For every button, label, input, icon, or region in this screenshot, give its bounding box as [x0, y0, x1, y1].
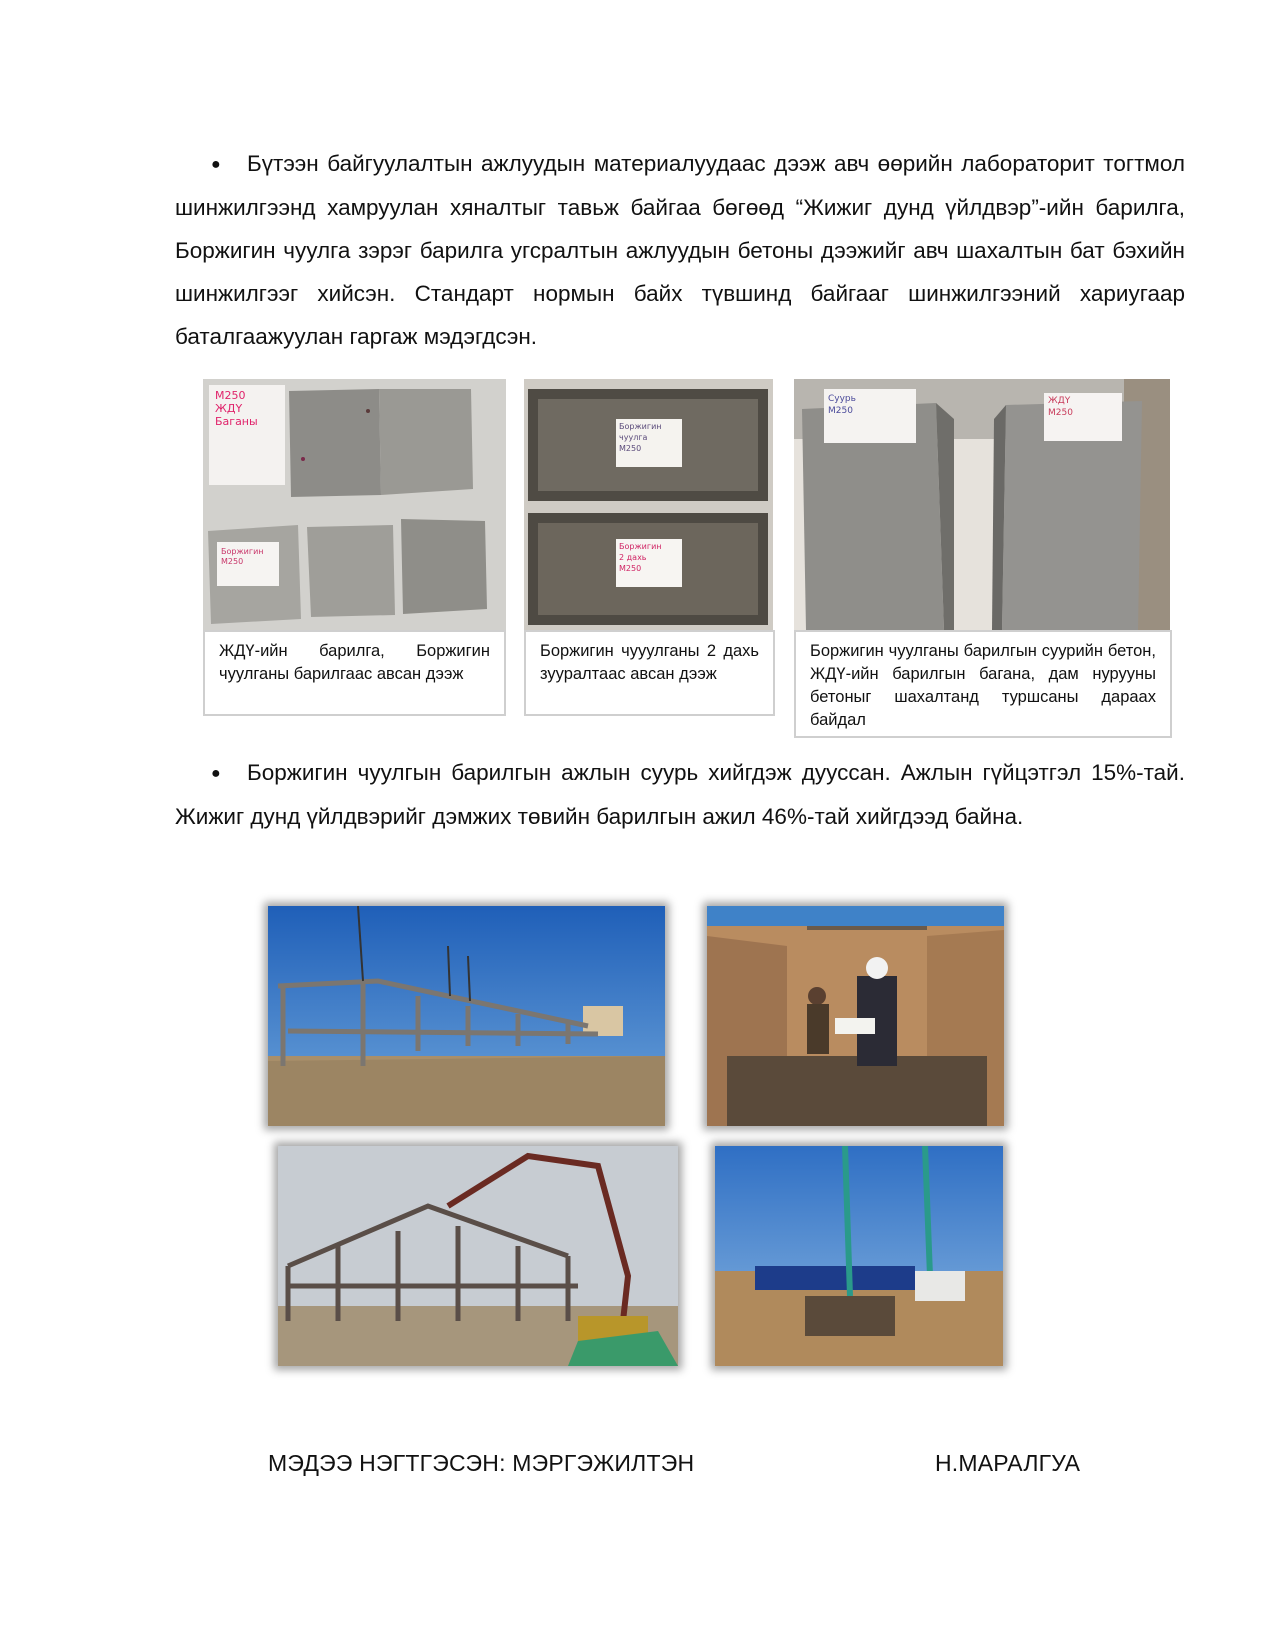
footer-compiler-name: Н.МАРАЛГУА [935, 1450, 1081, 1476]
caption-concrete-cubes: ЖДҮ-ийн барилга, Боржигин чуулганы барилгаас авсан дээж [203, 630, 506, 716]
photo-crushed-samples [794, 379, 1170, 630]
paragraph-lab-testing [175, 142, 1185, 358]
sample-label-cube1: М250 ЖДҮ Баганы [215, 389, 258, 428]
caption-concrete-molds: Боржигин чууулганы 2 дахь зууралтаас авсан дээж [524, 630, 775, 716]
paragraph-progress-text: Боржигин чуулгын барилгын ажлын суурь хийгдэж дууссан. Ажлын гүйцэтгэл 15%-тай. Жижиг дунд үйлдвэрийг дэмжих төвийн барилгын ажил 46%-тай хийгдээд байна. [175, 760, 1185, 829]
sample-label-cube1b: Боржигин М250 [221, 547, 264, 566]
sample-label-crushed2: ЖДҮ М250 [1048, 396, 1073, 418]
sample-label-mold1: Боржигин чуулга М250 [619, 422, 662, 453]
photo-foundation-pit [707, 906, 1004, 1126]
photo-concrete-pump-frame [278, 1146, 678, 1366]
photo-concrete-pump-site [715, 1146, 1003, 1366]
footer-compiler-title: МЭДЭЭ НЭГТГЭСЭН: МЭРГЭЖИЛТЭН [268, 1450, 695, 1476]
sample-label-crushed1: Суурь М250 [828, 394, 856, 416]
photo-concrete-molds [524, 379, 773, 630]
caption-crushed-samples: Боржигин чуулганы барилгын суурийн бетон, ЖДҮ-ийн барилгын багана, дам нурууны бетоныг шахалтанд туршсаны дараах байдал [794, 630, 1172, 738]
sample-label-mold2: Боржигин 2 дахь М250 [619, 542, 662, 573]
paragraph-lab-testing-text: Бүтээн байгуулалтын ажлуудын материалуудаас дээж авч өөрийн лабораторит тогтмол шинжилгээнд хамруулан хяналтыг тавьж байгаа бөгөөд “Жижиг дунд үйлдвэр”-ийн барилга, Боржигин чуулга зэрэг барилга угсралтын ажлуудын бетоны дээжийг авч шахалтын бат бэхийн шинжилгээг хийсэн. Стандарт нормын байх түвшинд байгааг шинжилгээний хариугаар баталгаажуулан гаргаж мэдэгдсэн. [175, 151, 1185, 349]
paragraph-progress [175, 751, 1185, 838]
bullet-icon: ● [211, 156, 221, 173]
photo-frame-building [268, 906, 665, 1126]
bullet-icon: ● [211, 765, 221, 782]
photo-concrete-cubes [203, 379, 506, 630]
